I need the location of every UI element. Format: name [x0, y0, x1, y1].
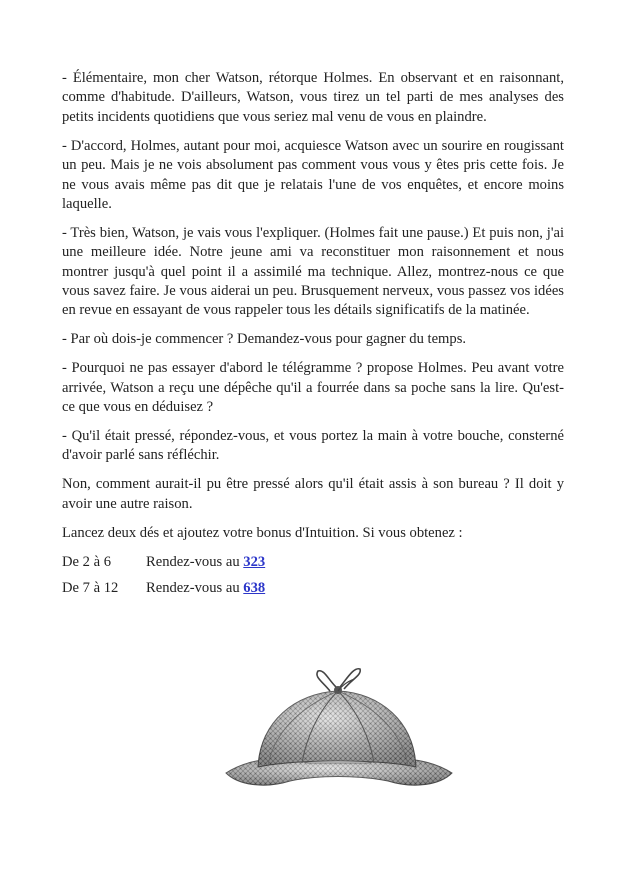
choice-link-323[interactable]: 323 — [243, 553, 266, 570]
paragraph: - Élémentaire, mon cher Watson, rétorque Holmes. En observant et en raisonnant, comme d'habitude. D'ailleurs, Watson, vous tirez un tel parti de mes analyses des petits incidents quotidiens que vous seriez mal venu de vous en plaindre. — [62, 70, 564, 125]
paragraph: - Pourquoi ne pas essayer d'abord le télégramme ? propose Holmes. Peu avant votre arrivée, Watson a reçu une dépêche qu'il a fourrée dans sa poche sans la lire. Qu'est-ce que vous en déduisez ? — [62, 360, 564, 416]
paragraph: - Très bien, Watson, je vais vous l'expliquer. (Holmes fait une pause.) Et puis non, j'ai une meilleure idée. Notre jeune ami va reconstituer mon raisonnement et nous montrer jusqu'à quel point il a assimilé ma technique. Allez, montrez-nous ce que vous savez faire. Je vous aiderai un peu. Brusquement nerveux, vous passez vos idées en revue en essayant de vous rappeler tous les détails significatifs de la matinée. — [62, 224, 564, 319]
choice-range: De 7 à 12 — [62, 579, 119, 596]
choice-range: De 2 à 6 — [62, 553, 112, 570]
dice-instruction: Lancez deux dés et ajoutez votre bonus d'Intuition. Si vous obtenez : — [62, 524, 463, 541]
paragraph: - Par où dois-je commencer ? Demandez-vous pour gagner du temps. — [62, 331, 467, 348]
paragraph: Non, comment aurait-il pu être pressé alors qu'il était assis à son bureau ? Il doit y avoir une autre raison. — [62, 476, 564, 512]
paragraph: - Qu'il était pressé, répondez-vous, et vous portez la main à votre bouche, consterné d'avoir parlé sans réfléchir. — [62, 428, 564, 464]
paragraph: - D'accord, Holmes, autant pour moi, acquiesce Watson avec un sourire en rougissant un peu. Mais je ne vois absolument pas comment vous vous y êtes pris cette fois. Je ne vous avais même pas dit que je relatais l'une de vos enquêtes, et encore moins laquelle. — [62, 137, 564, 212]
deerstalker-hat-icon — [218, 651, 458, 801]
choice-label: Rendez-vous au 323 — [146, 553, 266, 570]
choice-row — [62, 553, 564, 572]
choice-label: Rendez-vous au 638 — [146, 579, 266, 596]
choice-link-638[interactable]: 638 — [243, 579, 266, 596]
page-content — [62, 69, 564, 605]
choice-row — [62, 579, 564, 598]
